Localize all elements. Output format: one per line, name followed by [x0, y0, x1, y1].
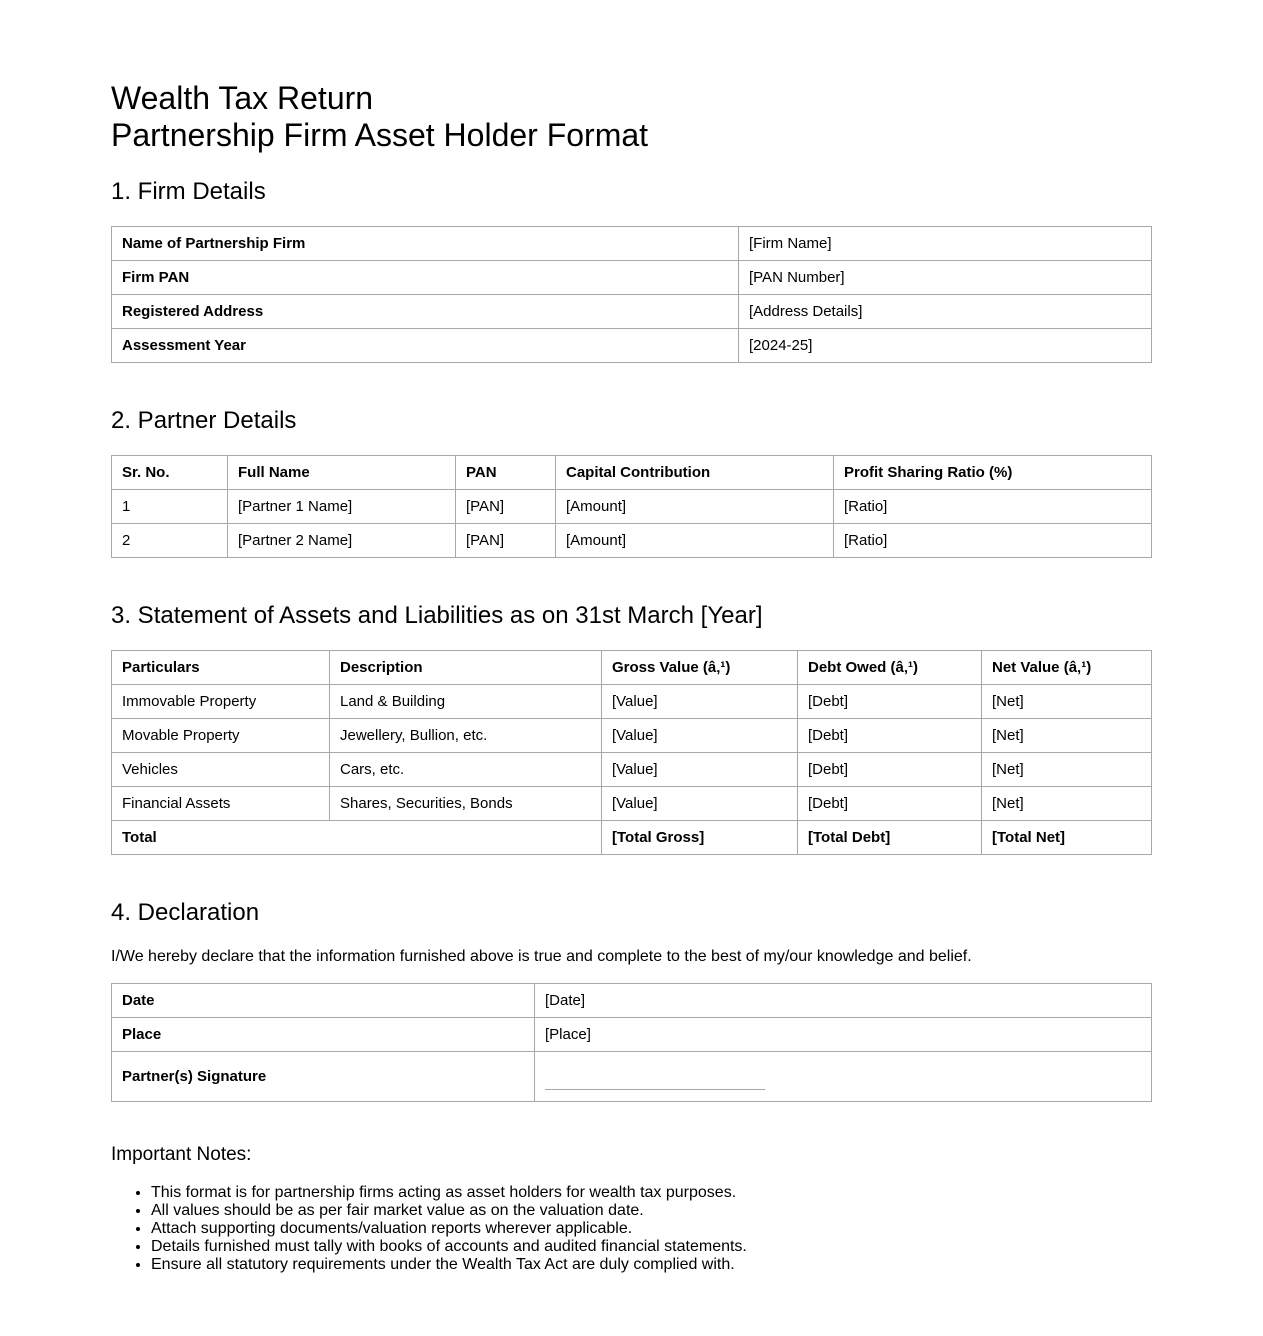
table-header-row	[112, 651, 1152, 685]
table-cell: [Debt]	[798, 787, 982, 821]
column-header: Particulars	[112, 651, 330, 685]
table-cell: [Debt]	[798, 719, 982, 753]
table-row	[112, 295, 1152, 329]
assets-heading: 3. Statement of Assets and Liabilities as on 31st March [Year]	[111, 602, 763, 629]
table-cell: [Partner 2 Name]	[228, 524, 456, 558]
assets-liabilities-table	[111, 650, 1152, 855]
registered-address-label: Registered Address	[112, 295, 739, 329]
firm-pan-value: [PAN Number]	[739, 261, 1152, 295]
list-item: • All values should be as per fair market value as on the valuation date.	[151, 1202, 1152, 1220]
registered-address-value: [Address Details]	[739, 295, 1152, 329]
list-item: • This format is for partnership firms acting as asset holders for wealth tax purposes.	[151, 1184, 1152, 1202]
total-debt: [Total Debt]	[798, 821, 982, 855]
table-row	[112, 524, 1152, 558]
table-cell: Vehicles	[112, 753, 330, 787]
table-cell: [Ratio]	[834, 490, 1152, 524]
table-cell: [Ratio]	[834, 524, 1152, 558]
table-cell: Shares, Securities, Bonds	[330, 787, 602, 821]
table-row	[112, 753, 1152, 787]
table-cell: [Value]	[602, 685, 798, 719]
total-net: [Total Net]	[982, 821, 1152, 855]
table-cell: [PAN]	[456, 490, 556, 524]
table-header-row	[112, 456, 1152, 490]
firm-pan-label: Firm PAN	[112, 261, 739, 295]
list-item: • Attach supporting documents/valuation reports wherever applicable.	[151, 1220, 1152, 1238]
firm-name-label: Name of Partnership Firm	[112, 227, 739, 261]
table-cell: Jewellery, Bullion, etc.	[330, 719, 602, 753]
column-header: Profit Sharing Ratio (%)	[834, 456, 1152, 490]
table-cell: [Net]	[982, 685, 1152, 719]
column-header: Net Value (â‚¹)	[982, 651, 1152, 685]
table-cell: [Debt]	[798, 753, 982, 787]
table-cell: [PAN]	[456, 524, 556, 558]
column-header: PAN	[456, 456, 556, 490]
title-line-1: Wealth Tax Return	[111, 80, 374, 116]
table-cell: [Value]	[602, 719, 798, 753]
table-cell: [Amount]	[556, 490, 834, 524]
table-row	[112, 719, 1152, 753]
list-item: • Ensure all statutory requirements under the Wealth Tax Act are duly complied with.	[151, 1256, 1152, 1274]
column-header: Debt Owed (â‚¹)	[798, 651, 982, 685]
column-header: Sr. No.	[112, 456, 228, 490]
declaration-heading: 4. Declaration	[111, 899, 260, 926]
column-header: Full Name	[228, 456, 456, 490]
table-row	[112, 984, 1152, 1018]
table-row	[112, 1052, 1152, 1102]
notes-list	[111, 1184, 1152, 1274]
table-cell: [Partner 1 Name]	[228, 490, 456, 524]
table-cell: [Amount]	[556, 524, 834, 558]
column-header: Gross Value (â‚¹)	[602, 651, 798, 685]
assessment-year-label: Assessment Year	[112, 329, 739, 363]
title-line-2: Partnership Firm Asset Holder Format	[111, 117, 649, 153]
date-label: Date	[112, 984, 535, 1018]
table-cell: Immovable Property	[112, 685, 330, 719]
column-header: Description	[330, 651, 602, 685]
place-value: [Place]	[535, 1018, 1152, 1052]
table-cell: [Net]	[982, 719, 1152, 753]
signature-line	[545, 1089, 765, 1090]
list-item: • Details furnished must tally with books of accounts and audited financial statements.	[151, 1238, 1152, 1256]
table-row	[112, 1018, 1152, 1052]
total-label: Total	[112, 821, 602, 855]
total-row	[112, 821, 1152, 855]
document-title	[111, 80, 1152, 154]
declaration-text: I/We hereby declare that the information furnished above is true and complete to the best of my/our knowledge and belief.	[111, 948, 972, 965]
partner-details-table	[111, 455, 1152, 558]
declaration-table	[111, 983, 1152, 1102]
table-cell: Land & Building	[330, 685, 602, 719]
table-row	[112, 787, 1152, 821]
table-cell: Cars, etc.	[330, 753, 602, 787]
table-cell: Financial Assets	[112, 787, 330, 821]
signature-cell	[535, 1052, 1152, 1102]
table-row	[112, 329, 1152, 363]
notes-heading: Important Notes:	[111, 1144, 252, 1165]
table-cell: 2	[112, 524, 228, 558]
table-row	[112, 685, 1152, 719]
place-label: Place	[112, 1018, 535, 1052]
table-cell: [Net]	[982, 787, 1152, 821]
partner-details-heading: 2. Partner Details	[111, 407, 297, 434]
column-header: Capital Contribution	[556, 456, 834, 490]
table-row	[112, 490, 1152, 524]
firm-details-table	[111, 226, 1152, 363]
signature-label: Partner(s) Signature	[112, 1052, 535, 1102]
table-cell: [Value]	[602, 753, 798, 787]
table-cell: Movable Property	[112, 719, 330, 753]
table-cell: [Net]	[982, 753, 1152, 787]
assessment-year-value: [2024-25]	[739, 329, 1152, 363]
total-gross: [Total Gross]	[602, 821, 798, 855]
firm-details-heading: 1. Firm Details	[111, 178, 266, 205]
table-cell: [Value]	[602, 787, 798, 821]
date-value: [Date]	[535, 984, 1152, 1018]
table-cell: [Debt]	[798, 685, 982, 719]
firm-name-value: [Firm Name]	[739, 227, 1152, 261]
table-cell: 1	[112, 490, 228, 524]
table-row	[112, 227, 1152, 261]
table-row	[112, 261, 1152, 295]
